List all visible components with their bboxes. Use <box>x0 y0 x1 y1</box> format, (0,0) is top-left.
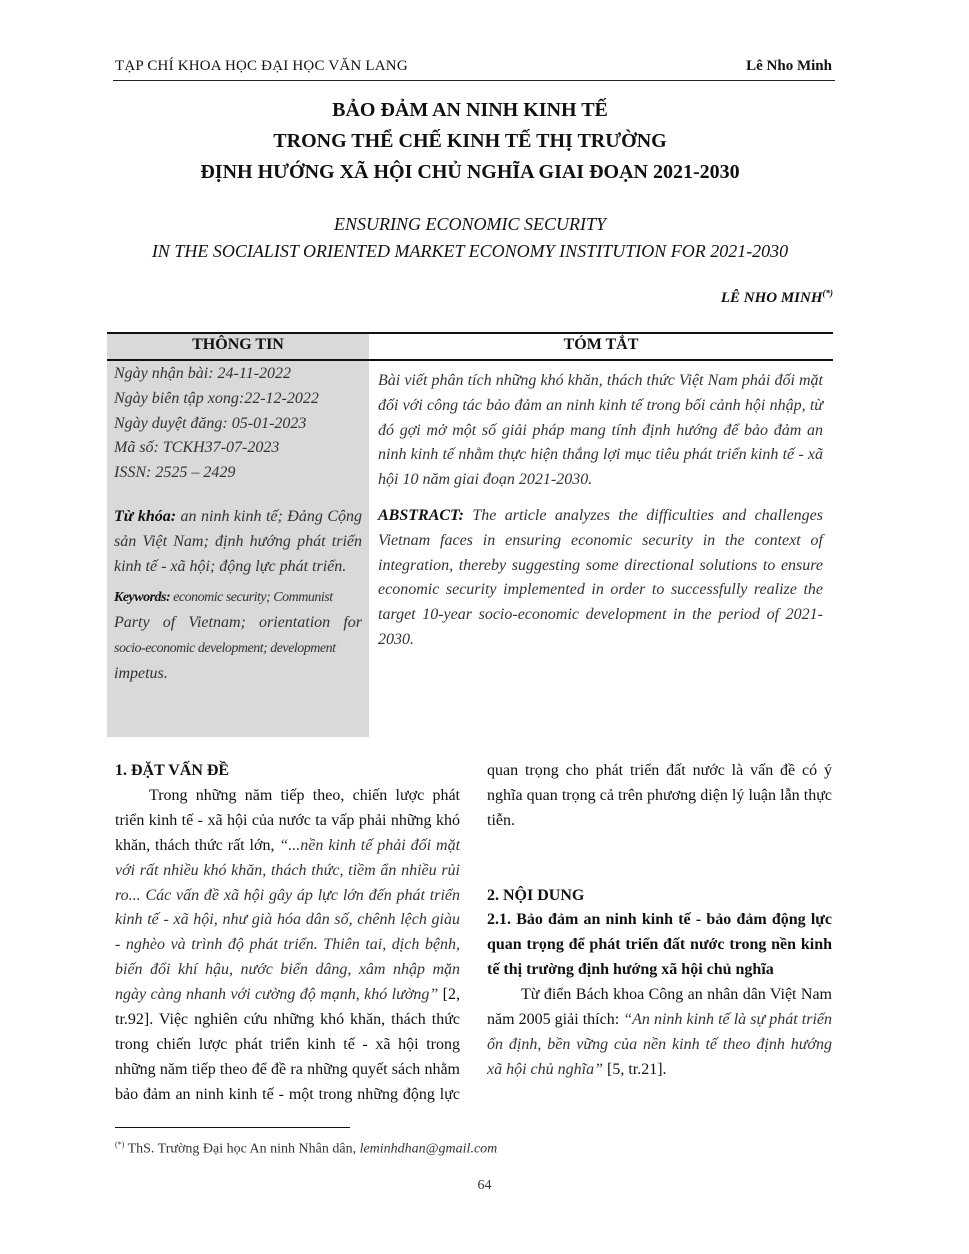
author-byline <box>721 288 833 307</box>
edited-date: Ngày biên tập xong:22-12-2022 <box>114 389 319 407</box>
abstract-column-header: TÓM TẮT <box>563 336 639 353</box>
body-column-left <box>115 759 460 1109</box>
keywords-vi: Từ khóa: an ninh kinh tế; Đảng Cộng sản Việt Nam; định hướng phát triển kinh tế - xã hội; động lực phát triển. <box>114 508 362 575</box>
keywords-en: Keywords: economic security; Communist Party of Vietnam; orientation for socio-economic development; development impetus. <box>114 590 362 682</box>
running-author: Lê Nho Minh <box>746 58 832 74</box>
title-line: ĐỊNH HƯỚNG XÃ HỘI CHỦ NGHĨA GIAI ĐOẠN 2021-2030 <box>200 161 740 183</box>
issn: ISSN: 2525 – 2429 <box>114 464 236 482</box>
title-line: BẢO ĐẢM AN NINH KINH TẾ <box>332 99 608 121</box>
author-name: LÊ NHO MINH <box>720 290 823 306</box>
author-footnote-mark: (*) <box>822 288 833 298</box>
page-number: 64 <box>477 1178 492 1193</box>
article-code: Mã số: TCKH37-07-2023 <box>114 439 280 457</box>
subsection-heading: 2.1. Bảo đảm an ninh kinh tế - bảo đảm động lực quan trọng để phát triển đất nước trong nền kinh tế thị trường định hướng xã hội chủ nghĩa <box>487 911 832 979</box>
received-date: Ngày nhận bài: 24-11-2022 <box>114 365 292 382</box>
footnote-divider <box>115 1127 350 1128</box>
approved-date: Ngày duyệt đăng: 05-01-2023 <box>114 414 307 432</box>
footnote: (*) ThS. Trường Đại học An ninh Nhân dân, leminhdhan@gmail.com <box>115 1140 498 1157</box>
journal-name: TẠP CHÍ KHOA HỌC ĐẠI HỌC VĂN LANG <box>115 58 408 74</box>
header-divider <box>113 80 835 81</box>
body-paragraph: Từ điển Bách khoa Công an nhân dân Việt Nam năm 2005 giải thích: “An ninh kinh tế là sự phát triển ổn định, bền vững của nền kinh tế theo định hướng xã hội chủ nghĩa” [5, tr.21]. <box>487 986 832 1078</box>
english-title <box>105 211 835 265</box>
section-heading: 2. NỘI DUNG <box>487 886 585 904</box>
title-line: TRONG THỂ CHẾ KINH TẾ THỊ TRƯỜNG <box>273 130 667 152</box>
info-column-header: THÔNG TIN <box>192 336 284 353</box>
article-title <box>105 95 835 188</box>
body-column-right <box>487 759 832 1083</box>
section-heading: 1. ĐẶT VẤN ĐỀ <box>115 762 230 779</box>
abstract-vietnamese: Bài viết phân tích những khó khăn, thách thức Việt Nam phải đối mặt đối với công tác bảo đảm an ninh kinh tế trong bối cảnh hội nhập, từ đó gợi mở một số giải pháp mang tính định hướng để bảo đảm an ninh kinh tế nhằm thực hiện thắng lợi mục tiêu phát triển kinh tế - xã hội 10 năm giai đoạn 2021-2030. <box>378 372 823 489</box>
table-header-rule <box>107 359 833 361</box>
keywords <box>114 505 362 693</box>
table-top-rule <box>107 332 833 334</box>
body-paragraph: Trong những năm tiếp theo, chiến lược phát triển kinh tế - xã hội của nước ta vấp phải những khó khăn, thách thức rất lớn, “...nền kinh tế phải đối mặt với rất nhiều khó khăn, thách thức, tiềm ẩn nhiều rủi ro... Các vấn đề xã hội gây áp lực lớn đến phát triển kinh tế - xã hội, như già hóa dân số, chênh lệch giàu - nghèo và trình độ phát triển. Thiên tai, dịch bệnh, biến đổi khí hậu, nước biển dâng, xâm nhập mặn ngày càng nhanh với cường độ mạnh, khó lường” [2, tr.92]. Việc nghiên cứu những khó khăn, thách thức trong chiến lược phát triển kinh tế - xã hội trong những năm tiếp theo để đề ra những quyết sách nhằm bảo đảm an ninh kinh tế - một trong những động lực <box>115 786 460 1103</box>
subtitle-line: ENSURING ECONOMIC SECURITY <box>333 214 606 234</box>
author-email[interactable]: leminhdhan@gmail.com <box>359 1141 498 1157</box>
article-info <box>114 362 364 486</box>
abstract-english: ABSTRACT: The article analyzes the difficulties and challenges Vietnam faces in ensuring economic security in the context of integration, thereby suggesting some directional solutions to ensure economic security implemented in order to successfully realize the target 10-year socio-economic development in the period of 2021-2030. <box>378 507 823 648</box>
body-paragraph-continued: quan trọng cho phát triển đất nước là vấn đề có ý nghĩa quan trọng cả trên phương diện lý luận lẫn thực tiễn. <box>487 761 832 829</box>
subtitle-line: IN THE SOCIALIST ORIENTED MARKET ECONOMY INSTITUTION FOR 2021-2030 <box>151 241 789 261</box>
